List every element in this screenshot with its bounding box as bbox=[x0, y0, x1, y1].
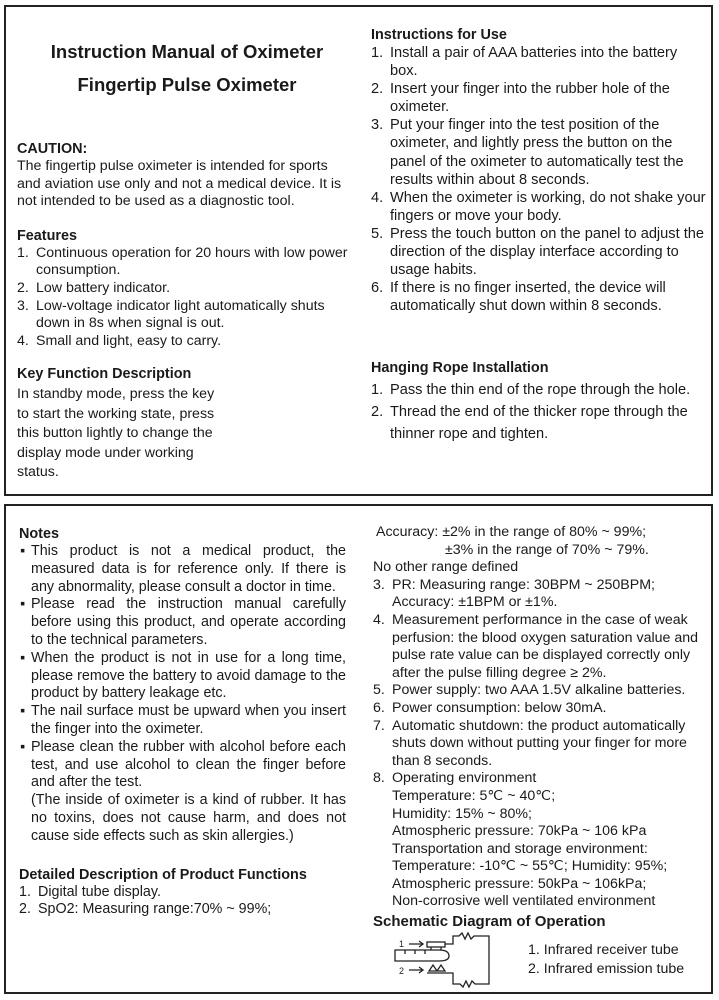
spo2-accuracy-low: ±3% in the range of 70% ~ 79%. bbox=[445, 541, 649, 558]
features-item: 2. Low battery indicator. bbox=[17, 279, 171, 296]
rope-item: 2. Thread the end of the thicker rope through the thinner rope and tighten. bbox=[371, 404, 688, 443]
features-item: 1. Continuous operation for 20 hours with low power consumption. bbox=[17, 244, 348, 279]
caution-text: The fingertip pulse oximeter is intended for sports and aviation use only and not a medical device. It is not intended to be used as a diagnostic tool. bbox=[17, 158, 342, 210]
environment-item: 8. Operating environment Temperature: 5℃ ~ 40℃; Humidity: 15% ~ 80%; Atmospheric pressure: 70kPa ~ 106 kPa Transportation and storage environment: Temperature: -10℃ ~ 55℃; Humidity: 95%; Atmospheric pressure: 50kPa ~ 106kPa; Non-corrosive well ventilated environment bbox=[373, 770, 708, 911]
caution-heading: CAUTION: bbox=[17, 141, 88, 157]
functions-item: 1. Digital tube display. bbox=[19, 883, 161, 900]
functions-item: 3. PR: Measuring range: 30BPM ~ 250BPM; Accuracy: ±1BPM or ±1%. bbox=[373, 576, 655, 611]
notes-heading: Notes bbox=[19, 526, 59, 542]
notes-item: ▪ Please read the instruction manual carefully before using this product, and operate according to the technical parameters. bbox=[20, 596, 346, 648]
notes-item: ▪ The nail surface must be upward when you insert the finger into the oximeter. bbox=[20, 703, 346, 737]
schematic-heading: Schematic Diagram of Operation bbox=[373, 913, 606, 931]
features-heading: Features bbox=[17, 227, 77, 244]
notes-column bbox=[19, 525, 346, 919]
key-function-heading: Key Function Description bbox=[17, 366, 192, 383]
env-line: Temperature: -10℃ ~ 55℃; Humidity: 95%; bbox=[392, 858, 668, 875]
spo2-accuracy: Accuracy: ±2% in the range of 80% ~ 99%; bbox=[376, 524, 647, 540]
notes-item: ▪ When the product is not in use for a long time, please remove the battery to avoid damage to the product by battery leakage etc. bbox=[20, 649, 346, 702]
instructions-list bbox=[371, 44, 706, 315]
circuit-wire bbox=[445, 933, 489, 987]
instructions-item: 1. Install a pair of AAA batteries into the battery box. bbox=[371, 45, 678, 80]
env-line: Temperature: 5℃ ~ 40℃; bbox=[392, 787, 556, 804]
bullet-icon: ▪ bbox=[20, 738, 26, 755]
notes-item: ▪ Please clean the rubber with alcohol before each test, and use alcohol to clean the finger before and after the test. bbox=[20, 738, 346, 791]
env-line: Atmospheric pressure: 50kPa ~ 106kPa; bbox=[392, 875, 647, 892]
functions-item: 5. Power supply: two AAA 1.5V alkaline batteries. bbox=[373, 682, 686, 699]
bottom-panel bbox=[4, 504, 713, 994]
functions-list bbox=[373, 577, 708, 911]
features-item: 4. Small and light, easy to carry. bbox=[17, 332, 222, 349]
functions-column bbox=[373, 524, 708, 931]
instructions-item: 4. When the oximeter is working, do not shake your fingers or move your body. bbox=[371, 189, 706, 224]
instructions-heading: Instructions for Use bbox=[371, 27, 507, 43]
notes-list bbox=[19, 543, 346, 792]
top-panel bbox=[4, 5, 713, 496]
rope-list bbox=[371, 379, 706, 445]
emitter-tube bbox=[429, 965, 445, 971]
key-function-text: In standby mode, press the key to start the working state, press this button lightly to change the display mode under working status. bbox=[17, 386, 215, 481]
rubber-note: (The inside of oximeter is a kind of rubber. It has no toxins, does not cause harm, and does not cause side effects such as skin allergies.) bbox=[31, 792, 346, 844]
legend-item: 1. Infrared receiver tube bbox=[528, 942, 679, 958]
functions-heading: Detailed Description of Product Functions bbox=[19, 866, 307, 883]
arrow-1-icon bbox=[409, 941, 423, 947]
notes-item: ▪ This product is not a medical product, the measured data is for reference only. If there is any abnormality, please consult a doctor in time. bbox=[20, 543, 346, 595]
bullet-icon: ▪ bbox=[20, 543, 26, 559]
schematic-diagram bbox=[371, 930, 501, 990]
rope-heading: Hanging Rope Installation bbox=[371, 360, 549, 377]
finger-shape bbox=[395, 950, 449, 961]
schematic-legend bbox=[528, 941, 684, 978]
env-line: Transportation and storage environment: bbox=[392, 840, 648, 857]
manual-subtitle: Fingertip Pulse Oximeter bbox=[77, 74, 297, 95]
functions-item: 4. Measurement performance in the case of weak perfusion: the blood oxygen saturation value and pulse rate value can be displayed correctly only after the pulse filling degree ≥ 2%. bbox=[373, 611, 699, 681]
instructions-item: 5. Press the touch button on the panel to adjust the direction of the display interface according to usage habits. bbox=[371, 225, 704, 279]
manual-title: Instruction Manual of Oximeter bbox=[50, 41, 324, 62]
instructions-item: 6. If there is no finger inserted, the device will automatically shut down within 8 seconds. bbox=[371, 280, 666, 315]
env-line: Non-corrosive well ventilated environment bbox=[392, 893, 656, 910]
right-column bbox=[371, 26, 706, 445]
schematic-label-1: 1 bbox=[399, 939, 405, 949]
bullet-icon: ▪ bbox=[20, 703, 26, 720]
rope-item: 1. Pass the thin end of the rope through the hole. bbox=[371, 382, 691, 399]
legend-item: 2. Infrared emission tube bbox=[528, 960, 685, 977]
receiver-tube bbox=[427, 942, 445, 947]
bullet-icon: ▪ bbox=[20, 596, 26, 613]
instructions-item: 2. Insert your finger into the rubber hole of the oximeter. bbox=[371, 81, 670, 116]
instructions-item: 3. Put your finger into the test position of the oximeter, and lightly press the button on the panel of the oximeter to automatically test the results within about 8 seconds. bbox=[371, 117, 684, 188]
features-list bbox=[17, 245, 349, 351]
functions-item: 7. Automatic shutdown: the product automatically shuts down without putting your finger for more than 8 seconds. bbox=[373, 717, 687, 769]
functions-item: 6. Power consumption: below 30mA. bbox=[373, 699, 607, 716]
left-column bbox=[17, 140, 349, 483]
env-line: Atmospheric pressure: 70kPa ~ 106 kPa bbox=[392, 823, 647, 840]
schematic-label-2: 2 bbox=[399, 966, 405, 976]
arrow-2-icon bbox=[409, 967, 423, 973]
bullet-icon: ▪ bbox=[20, 649, 26, 666]
no-other-range: No other range defined bbox=[373, 559, 519, 576]
env-line: Humidity: 15% ~ 80%; bbox=[392, 805, 532, 822]
functions-item: 2. SpO2: Measuring range:70% ~ 99%; bbox=[19, 901, 272, 918]
features-item: 3. Low-voltage indicator light automatically shuts down in 8s when signal is out. bbox=[17, 297, 325, 332]
